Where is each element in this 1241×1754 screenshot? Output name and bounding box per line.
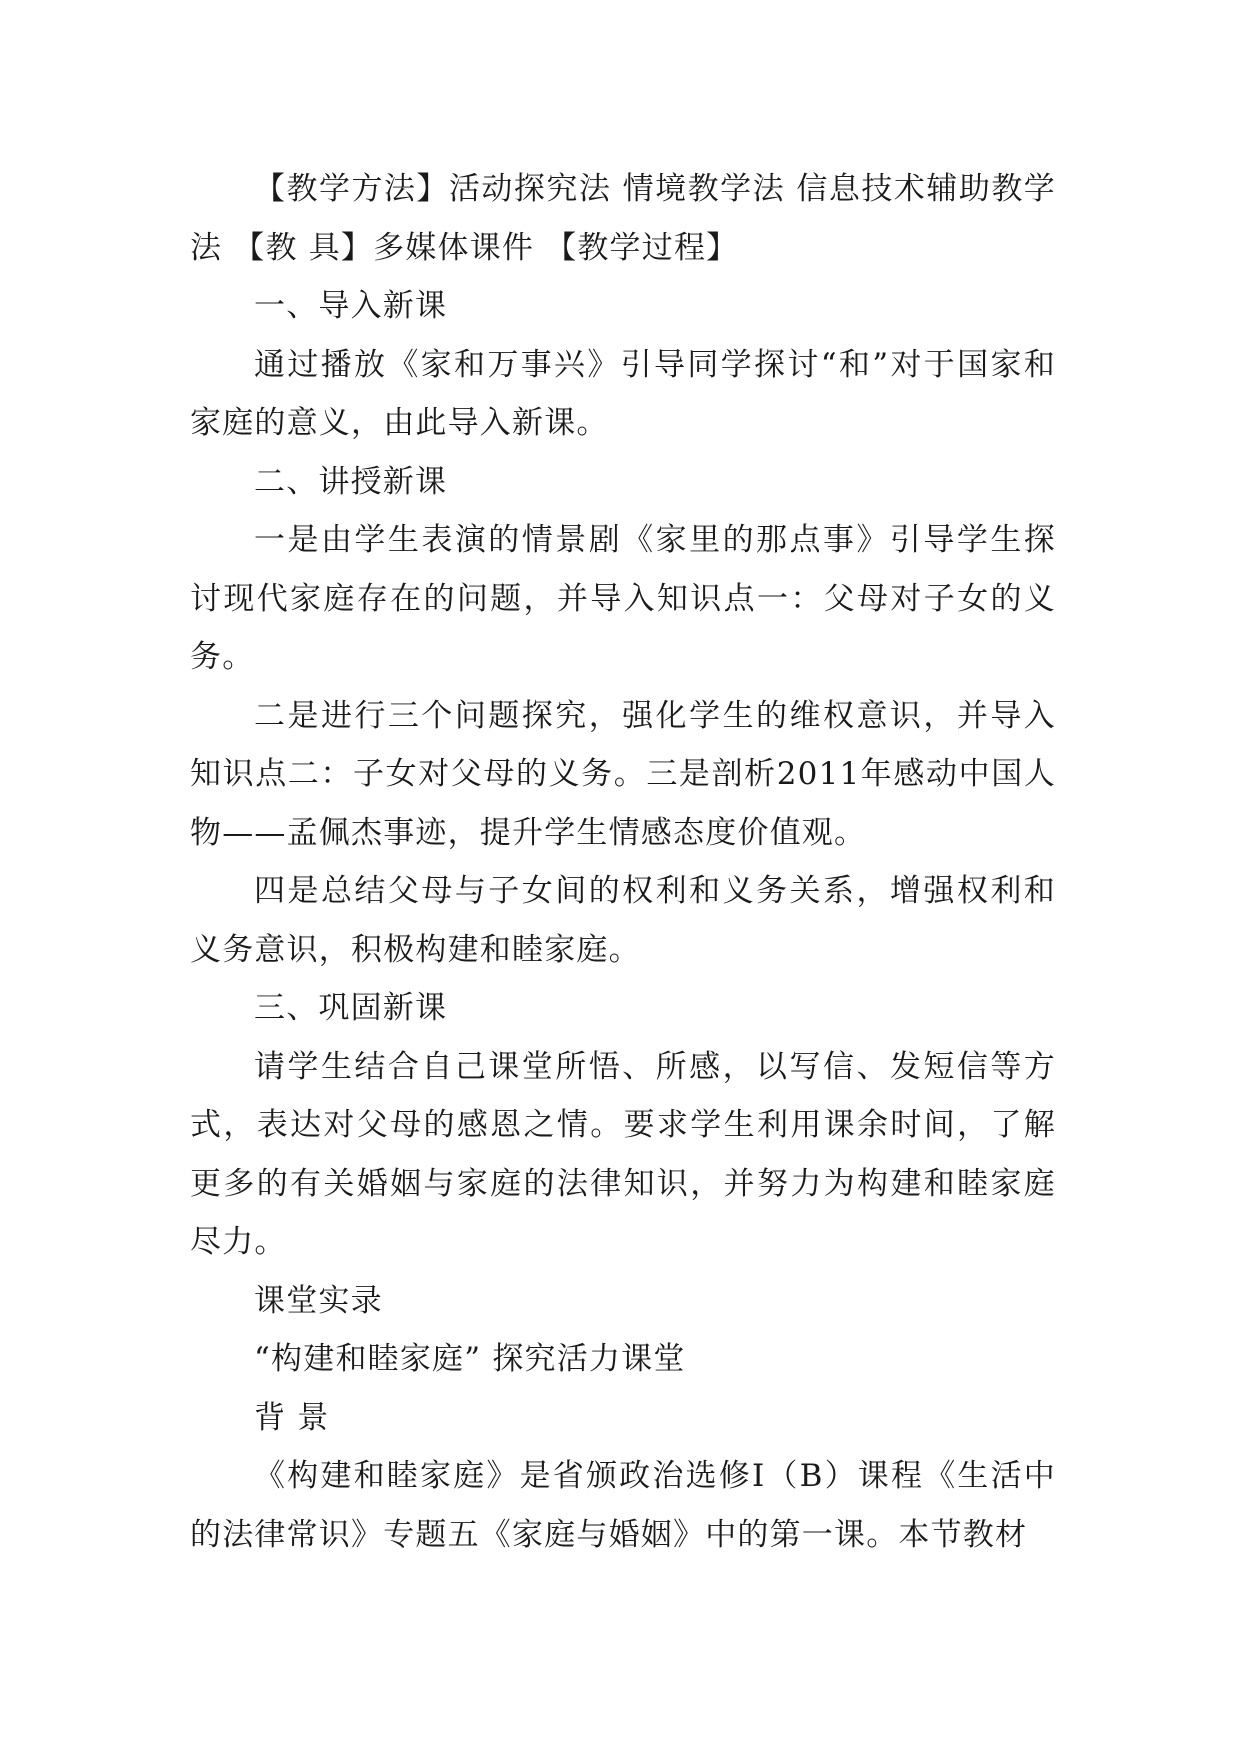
consolidate-paragraph: 请学生结合自己课堂所悟、所感，以写信、发短信等方式，表达对父母的感恩之情。要求学生利用课余时间，了解更多的有关婚姻与家庭的法律知识，并努力为构建和睦家庭尽力。 xyxy=(190,1048,1056,1260)
teaching-point-four-paragraph: 四是总结父母与子女间的权利和义务关系，增强权利和义务意识，积极构建和睦家庭。 xyxy=(190,873,1056,968)
section-heading-teaching: 二、讲授新课 xyxy=(254,463,448,500)
document-body xyxy=(190,160,1056,1564)
background-heading: 背 景 xyxy=(254,1399,330,1436)
teaching-point-two-paragraph: 二是进行三个问题探究，强化学生的维权意识，并导入知识点二：子女对父母的义务。三是剖析2011年感动中国人物——孟佩杰事迹，提升学生情感态度价值观。 xyxy=(190,697,1056,851)
intro-paragraph: 通过播放《家和万事兴》引导同学探讨“和”对于国家和家庭的意义，由此导入新课。 xyxy=(190,346,1056,441)
section-heading-consolidate: 三、巩固新课 xyxy=(254,990,448,1026)
teaching-point-one-paragraph: 一是由学生表演的情景剧《家里的那点事》引导学生探讨现代家庭存在的问题，并导入知识点一：父母对子女的义务。 xyxy=(190,522,1056,675)
background-paragraph: 《构建和睦家庭》是省颁政治选修Ⅰ（B）课程《生活中的法律常识》专题五《家庭与婚姻》中的第一课。本节教材 xyxy=(190,1458,1056,1553)
classroom-record-heading: 课堂实录 xyxy=(254,1282,383,1319)
section-heading-intro: 一、导入新课 xyxy=(254,288,448,324)
classroom-title: “构建和睦家庭” 探究活力课堂 xyxy=(254,1341,686,1377)
teaching-methods-paragraph: 【教学方法】活动探究法 情境教学法 信息技术辅助教学法 【教 具】多媒体课件 【教学过程】 xyxy=(190,171,1056,266)
